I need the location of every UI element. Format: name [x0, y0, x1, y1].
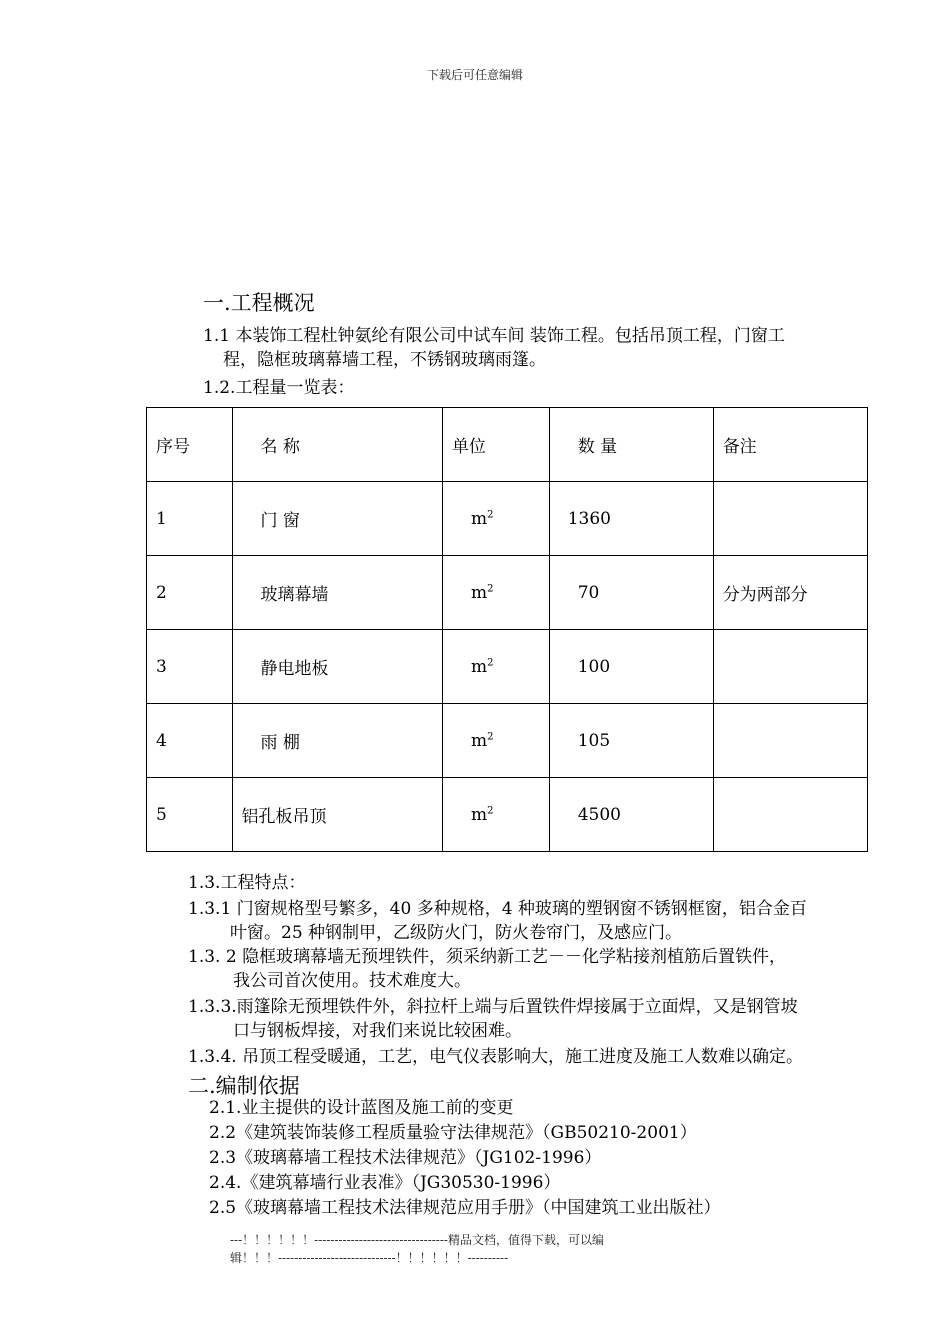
- quantity-cell: 100: [549, 630, 713, 704]
- header-cell: 名 称: [232, 408, 442, 482]
- feature-1-3-1: [188, 897, 868, 945]
- note-cell: [713, 482, 867, 556]
- unit-cell: $m^2$: [442, 704, 549, 778]
- row-number: 1: [147, 482, 233, 556]
- paragraph-line: 1.3.3.雨篷除无预埋铁件外，斜拉杆上端与后置铁件焊接属于立面焊，又是钢管坡: [188, 997, 798, 1017]
- paragraph-line: 1.3. 2 隐框玻璃幕墙无预埋铁件，须采纳新工艺－－化学粘接剂植筋后置铁件，: [188, 947, 787, 967]
- section-title-overview: 一.工程概况: [203, 291, 315, 315]
- paragraph-line: 口与钢板焊接，对我们来说比较困难。: [233, 1021, 522, 1041]
- quantity-cell: 70: [549, 556, 713, 630]
- basis-item: 2.4.《建筑幕墙行业表准》（JG30530-1996）: [209, 1173, 561, 1193]
- quantity-cell: 4500: [549, 778, 713, 852]
- paragraph-line: 我公司首次使用。技术难度大。: [233, 971, 471, 991]
- basis-item: 2.2《建筑装饰装修工程质量验守法律规范》（GB50210-2001）: [209, 1123, 697, 1143]
- header-cell: 序号: [147, 408, 233, 482]
- unit-cell: $m^2$: [442, 778, 549, 852]
- paragraph-line: 叶窗。25 种钢制甲，乙级防火门，防火卷帘门，及感应门。: [230, 923, 683, 943]
- unit-cell: $m^2$: [442, 482, 549, 556]
- item-name: 门 窗: [232, 482, 442, 556]
- row-number: 2: [147, 556, 233, 630]
- feature-1-3-2: [188, 945, 868, 993]
- paragraph-1-2: 1.2.工程量一览表：: [203, 378, 355, 398]
- paragraph-line: 1.3.1 门窗规格型号繁多，40 多种规格，4 种玻璃的塑钢窗不锈钢框窗，铝合金百: [188, 899, 807, 919]
- note-cell: 分为两部分: [713, 556, 867, 630]
- row-number: 3: [147, 630, 233, 704]
- paragraph-line: 1.1 本装饰工程杜钟氨纶有限公司中试车间 装饰工程。包括吊顶工程，门窗工: [203, 326, 785, 346]
- quantity-table: [146, 407, 868, 852]
- quantity-cell: 105: [549, 704, 713, 778]
- item-name: 静电地板: [232, 630, 442, 704]
- feature-1-3-3: [188, 995, 868, 1043]
- header-cell: 数 量: [549, 408, 713, 482]
- table-row: [147, 778, 868, 852]
- item-name: 铝孔板吊顶: [232, 778, 442, 852]
- section-title-basis: 二.编制依据: [188, 1074, 300, 1098]
- basis-item: 2.5《玻璃幕墙工程技术法律规范应用手册》（中国建筑工业出版社）: [209, 1198, 721, 1218]
- feature-1-3-4: 1.3.4. 吊顶工程受暖通，工艺，电气仪表影响大，施工进度及施工人数难以确定。: [188, 1047, 804, 1067]
- unit-cell: $m^2$: [442, 556, 549, 630]
- table-header-row: [147, 408, 868, 482]
- header-cell: 单位: [442, 408, 549, 482]
- quantity-cell: 1360: [549, 482, 713, 556]
- unit-cell: $m^2$: [442, 630, 549, 704]
- paragraph-1-1: [203, 324, 863, 372]
- footer-line: ---！！！！！！---------------------------------精品文档，值得下载，可以编: [230, 1233, 604, 1247]
- note-cell: [713, 778, 867, 852]
- row-number: 5: [147, 778, 233, 852]
- note-cell: [713, 630, 867, 704]
- footer-line: 辑！！！-----------------------------！！！！！！----------: [230, 1251, 509, 1265]
- table-row: [147, 482, 868, 556]
- footer-note: [230, 1231, 700, 1267]
- basis-item: 2.1.业主提供的设计蓝图及施工前的变更: [209, 1098, 514, 1118]
- basis-item: 2.3《玻璃幕墙工程技术法律规范》（JG102-1996）: [209, 1148, 602, 1168]
- table-row: [147, 630, 868, 704]
- table-row: [147, 704, 868, 778]
- paragraph-line: 程，隐框玻璃幕墙工程，不锈钢玻璃雨篷。: [223, 350, 546, 370]
- header-note: 下载后可任意编辑: [426, 68, 523, 82]
- item-name: 玻璃幕墙: [232, 556, 442, 630]
- features-title: 1.3.工程特点：: [188, 873, 306, 893]
- note-cell: [713, 704, 867, 778]
- header-cell: 备注: [713, 408, 867, 482]
- row-number: 4: [147, 704, 233, 778]
- table-row: [147, 556, 868, 630]
- item-name: 雨 棚: [232, 704, 442, 778]
